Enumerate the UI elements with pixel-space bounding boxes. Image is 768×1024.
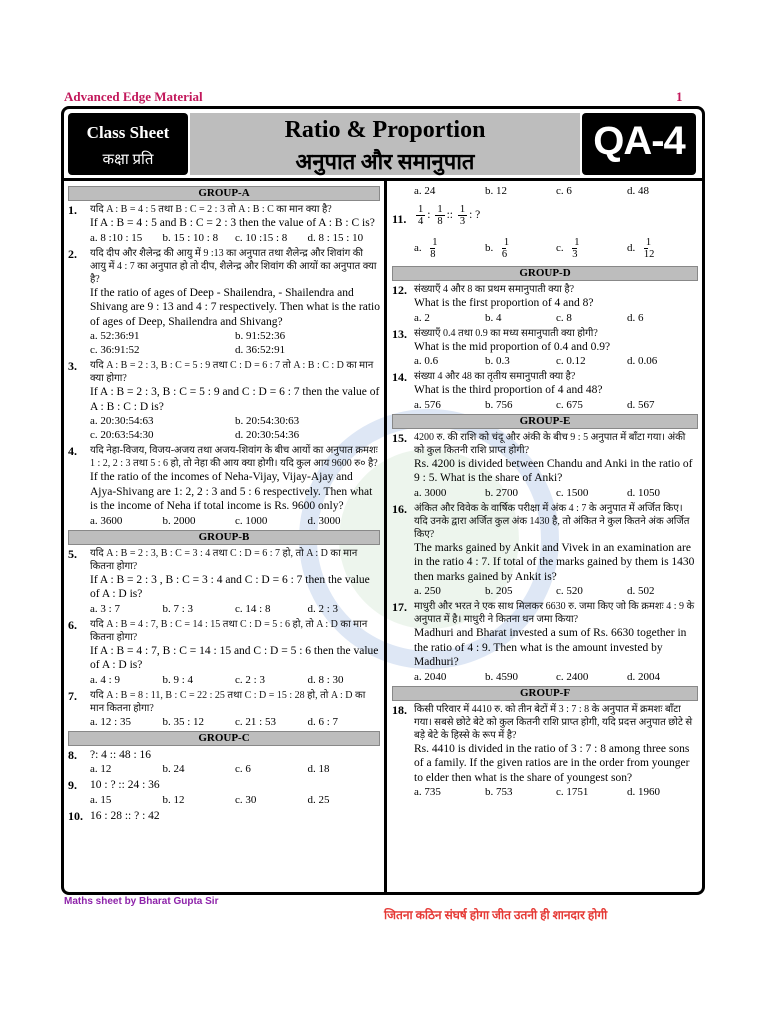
right-column [392, 185, 698, 801]
question-number: 13. [392, 326, 407, 341]
question-text: If A : B = 4 : 5 and B : C = 2 : 3 then the value of A : B : C is? [90, 217, 375, 229]
option-d[interactable]: d. 6 [627, 311, 644, 324]
option-c[interactable]: c. 20:63:54:30 [90, 429, 154, 441]
question-number: 8. [68, 747, 77, 762]
options [414, 670, 698, 684]
question-14 [392, 370, 698, 412]
option-c[interactable]: c. 36:91:52 [90, 344, 140, 356]
option-c[interactable]: c. 675 [556, 398, 583, 411]
option-c[interactable]: c. 6 [235, 763, 251, 775]
option-b[interactable]: b. 205 [485, 585, 513, 597]
option-a[interactable]: a. 24 [414, 185, 436, 197]
question-text: If the ratio of the incomes of Neha-Vijay, Vijay-Ajay and Ajya-Shivang are 1: 2, 2 : 3 and 5 : 6 respectively. Then what is the income of Neha if total income is Rs. 9600 only? [90, 471, 373, 512]
question-number: 12. [392, 283, 407, 297]
option-b[interactable]: b. 24 [162, 763, 185, 775]
options [90, 762, 380, 776]
option-a[interactable]: a. 2040 [414, 670, 447, 683]
question-number: 9. [68, 778, 77, 792]
question-text: Rs. 4410 is divided in the ratio of 3 : 7 : 8 among three sons of a family. If the given ratios are in the order from younger to elder then what is the share of youngest son? [414, 742, 690, 784]
question-5 [68, 547, 380, 616]
question-7 [68, 689, 380, 729]
page-number: 1 [676, 89, 683, 104]
option-c[interactable]: c. 2400 [556, 670, 589, 683]
question-18 [392, 703, 698, 800]
option-a[interactable]: a. 52:36:91 [90, 330, 140, 342]
question-9 [68, 778, 380, 807]
option-d[interactable]: d. 2 : 3 [307, 602, 339, 615]
option-d[interactable]: d. 8 : 15 : 10 [307, 231, 364, 244]
option-d[interactable]: d. $\frac{1}{12}$ [627, 237, 655, 260]
option-b[interactable]: b. 20:54:30:63 [235, 415, 300, 427]
group-f-header: GROUP-F [392, 686, 698, 701]
question-number: 3. [68, 359, 77, 373]
options [414, 398, 698, 412]
options [414, 584, 698, 598]
group-a-header: GROUP-A [68, 186, 380, 201]
question-text-hindi: 4200 रु. की राशि को चंदू और अंकी के बीच 9 : 5 अनुपात में बाँटा गया। अंकी को कुल कितनी राशि प्राप्त होगी? [414, 431, 686, 456]
question-text: If A : B = 2 : 3, B : C = 5 : 9 and C : D = 6 : 7 then the value of A : B : C : D is? [90, 386, 380, 413]
page-title-hindi: अनुपात और समानुपात [295, 149, 475, 174]
question-8 [68, 748, 380, 777]
option-b[interactable]: b. 4590 [485, 670, 518, 683]
group-c-header: GROUP-C [68, 731, 380, 746]
left-column [68, 185, 380, 825]
option-a[interactable]: a. 576 [414, 398, 441, 411]
option-b[interactable]: b. 2000 [162, 514, 196, 527]
option-d[interactable]: d. 48 [627, 185, 649, 197]
option-c[interactable]: c. 2 : 3 [235, 673, 265, 686]
class-sheet-label: Class Sheet [86, 123, 170, 142]
question-number: 1. [68, 203, 77, 217]
options [90, 793, 380, 807]
title-box [190, 113, 580, 175]
question-17 [392, 600, 698, 684]
question-text-hindi: संख्याएँ 0.4 तथा 0.9 का मध्य समानुपाती क्या होगी? [414, 327, 598, 339]
option-a[interactable]: a. 12 [90, 763, 112, 775]
option-b[interactable]: b. 0.3 [485, 355, 510, 367]
question-number: 16. [392, 501, 407, 516]
option-b[interactable]: b. 753 [485, 786, 513, 798]
option-c[interactable]: c. 30 [235, 793, 257, 806]
class-sheet-box [68, 113, 188, 175]
question-text-hindi: यदि A : B = 2 : 3, B : C = 3 : 4 तथा C : D = 6 : 7 हो, तो A : D का मान कितना होगा? [90, 547, 358, 572]
question-text: If A : B = 2 : 3 , B : C = 3 : 4 and C : D = 6 : 7 then the value of A : D is? [90, 573, 370, 600]
options [414, 785, 698, 799]
options [90, 231, 380, 245]
option-c[interactable]: c. 520 [556, 585, 583, 597]
question-number: 7. [68, 688, 77, 703]
option-a[interactable]: a. 20:30:54:63 [90, 415, 154, 427]
question-1 [68, 203, 380, 245]
option-a[interactable]: a. 3 : 7 [90, 602, 120, 615]
option-d[interactable]: d. 502 [627, 585, 655, 597]
option-d[interactable]: d. 567 [627, 398, 655, 411]
sheet-frame [61, 106, 705, 895]
question-number: 11. [392, 212, 407, 226]
question-number: 15. [392, 430, 407, 445]
question-3 [68, 359, 380, 442]
question-2 [68, 247, 380, 358]
option-d[interactable]: d. 20:30:54:36 [235, 429, 300, 441]
sheet-code: QA-4 [593, 119, 685, 163]
question-text: What is the first proportion of 4 and 8? [414, 297, 594, 309]
column-divider [384, 181, 387, 895]
option-a[interactable]: a. 8 :10 : 15 [90, 231, 143, 244]
question-number: 17. [392, 600, 407, 614]
option-d[interactable]: d. 1960 [627, 786, 660, 798]
question-4 [68, 444, 380, 528]
question-text: If A : B = 4 : 7, B : C = 14 : 15 and C : D = 5 : 6 then the value of A : D is? [90, 644, 379, 671]
question-number: 18. [392, 702, 407, 717]
question-6 [68, 618, 380, 687]
option-a[interactable]: a. 3600 [90, 514, 123, 527]
option-b[interactable]: b. 7 : 3 [162, 602, 194, 615]
fraction: $\frac{1}{3}$ [459, 204, 466, 227]
option-c[interactable]: c. $\frac{1}{3}$ [556, 237, 580, 260]
option-d[interactable]: d. 36:52:91 [235, 344, 286, 356]
option-d[interactable]: d. 1050 [627, 486, 660, 499]
fraction: $\frac{1}{4}$ [418, 204, 424, 227]
option-a[interactable]: a. 0.6 [414, 355, 439, 367]
options [414, 311, 698, 325]
question-text-hindi: यदि A : B = 8 : 11, B : C = 22 : 25 तथा C : D = 15 : 28 हो, तो A : D का मान कितना होगा? [90, 689, 366, 714]
question-text-hindi: यदि A : B = 4 : 7, B : C = 14 : 15 तथा C : D = 5 : 6 हो, तो A : D का मान कितना होगा? [90, 618, 368, 643]
options [90, 414, 380, 442]
fraction: $\frac{1}{8}$ [437, 204, 443, 227]
option-d[interactable]: d. 18 [307, 763, 330, 775]
sheet-code-box [582, 113, 696, 175]
question-text: What is the mid proportion of 0.4 and 0.9? [414, 340, 611, 353]
brand-title: Advanced Edge Material [64, 89, 203, 104]
question-text-hindi: यदि दीप और शैलेन्द्र की आयु में 9 :13 का अनुपात तथा शैलेन्द्र और शिवांग की आयु में 4 : 7 का अनुपात हो तो दीप, शैलेन्द्र और शिवांग की आयों का अनुपात क्या है? [90, 247, 377, 285]
option-a[interactable]: a. 4 : 9 [90, 673, 120, 686]
question-number: 2. [68, 246, 77, 261]
question-number: 5. [68, 546, 77, 561]
question-13 [392, 327, 698, 369]
sheet-header [64, 109, 702, 181]
option-a[interactable]: a. 2 [414, 311, 430, 324]
option-b[interactable]: b. 12 [485, 185, 507, 197]
footer-motto: जितना कठिन संघर्ष होगा जीत उतनी ही शानदार होगी [384, 908, 608, 922]
options [90, 673, 380, 687]
option-a[interactable]: a. 12 : 35 [90, 715, 131, 728]
option-d[interactable]: d. 2004 [627, 670, 660, 683]
question-text: ?: 4 :: 48 : 16 [90, 748, 152, 761]
option-d[interactable]: d. 25 [307, 793, 330, 806]
option-d[interactable]: d. 6 : 7 [307, 715, 339, 728]
question-11 [392, 204, 698, 260]
question-text-hindi: माधुरी और भरत ने एक साथ मिलकर 6630 रु. जमा किए जो कि क्रमशः 4 : 9 के अनुपात में है। माधुरी ने कितना धन जमा किया? [414, 601, 695, 625]
options [90, 329, 380, 357]
option-b[interactable]: b. 91:52:36 [235, 330, 286, 342]
option-c[interactable]: c. 0.12 [556, 355, 586, 367]
question-15 [392, 431, 698, 500]
question-12 [392, 283, 698, 325]
option-b[interactable]: b. 4 [485, 311, 502, 324]
question-text-hindi: यदि A : B = 4 : 5 तथा B : C = 2 : 3 तो A : B : C का मान क्या है? [90, 204, 332, 215]
option-d[interactable]: d. 8 : 30 [307, 673, 344, 686]
footer-author: Maths sheet by Bharat Gupta Sir [64, 896, 219, 907]
option-b[interactable]: b. 35 : 12 [162, 715, 205, 728]
option-c[interactable]: c. 1000 [235, 514, 268, 527]
option-b[interactable]: b. 9 : 4 [162, 673, 194, 686]
option-d[interactable]: d. 0.06 [627, 355, 658, 367]
group-e-header: GROUP-E [392, 414, 698, 429]
options [90, 602, 380, 616]
question-text: Madhuri and Bharat invested a sum of Rs. 6630 together in the ratio of 4 : 9. Then what is the amount invested by Madhuri? [414, 627, 687, 668]
option-d[interactable]: d. 3000 [307, 514, 341, 527]
question-text-hindi: यदि नेहा-विजय, विजय-अजय तथा अजय-शिवांग के बीच आयों का अनुपात क्रमशः 1 : 2, 2 : 3 तथा 5 : 6 हो, तो नेहा की आय क्या होगी। यदि कुल आय 9600 रु० है? [90, 445, 378, 469]
question-text: What is the third proportion of 4 and 48? [414, 384, 603, 396]
option-c[interactable]: c. 8 [556, 311, 572, 324]
option-b[interactable]: b. 12 [162, 793, 185, 806]
option-c[interactable]: c. 10 :15 : 8 [235, 231, 288, 244]
options [414, 486, 698, 500]
question-10-options [392, 184, 698, 198]
question-text: $\frac{1}{4}$ : $\frac{1}{8}$ :: $\frac{1}{3}$ : ? [418, 204, 481, 227]
question-text: The marks gained by Ankit and Vivek in an examination are in the ratio 4 : 7. If total of the marks gained by them is 1430 then marks gained by Ankit is? [414, 541, 695, 583]
question-number: 6. [68, 617, 77, 632]
question-10 [68, 809, 380, 824]
option-c[interactable]: c. 21 : 53 [235, 715, 276, 728]
question-text-hindi: अंकित और विवेक के वार्षिक परीक्षा में अंक 4 : 7 के अनुपात में अर्जित किए। यदि उनके द्वारा अर्जित कुल अंक 1430 है, तो अंकित ने कुल कितने अंक अर्जित किए? [414, 502, 690, 540]
option-b[interactable]: b. 756 [485, 398, 513, 411]
options [414, 237, 698, 260]
option-c[interactable]: c. 1500 [556, 486, 589, 499]
question-text-hindi: संख्याएँ 4 और 8 का प्रथम समानुपाती क्या है? [414, 284, 575, 295]
question-text-hindi: यदि A : B = 2 : 3, B : C = 5 : 9 तथा C : D = 6 : 7 तो A : B : C : D का मान क्या होगा? [90, 360, 374, 384]
option-b[interactable]: b. 2700 [485, 486, 518, 499]
group-b-header: GROUP-B [68, 530, 380, 545]
option-c[interactable]: c. 14 : 8 [235, 602, 271, 615]
page-title: Ratio & Proportion [284, 117, 486, 143]
option-b[interactable]: b. $\frac{1}{6}$ [485, 237, 510, 260]
options [414, 354, 698, 368]
option-c[interactable]: c. 6 [556, 185, 572, 197]
class-sheet-label-hindi: कक्षा प्रति [102, 152, 154, 168]
question-number: 4. [68, 444, 77, 458]
question-text: 16 : 28 :: ? : 42 [90, 809, 160, 822]
question-text: Rs. 4200 is divided between Chandu and Anki in the ratio of 9 : 5. What is the share of Anki? [414, 457, 693, 484]
question-number: 14. [392, 370, 407, 384]
group-d-header: GROUP-D [392, 266, 698, 281]
options [90, 514, 380, 528]
option-a[interactable]: a. $\frac{1}{8}$ [414, 237, 438, 260]
question-number: 10. [68, 808, 83, 823]
option-a[interactable]: a. 250 [414, 585, 441, 597]
option-a[interactable]: a. 3000 [414, 486, 447, 499]
question-16 [392, 502, 698, 599]
question-text-hindi: किसी परिवार में 4410 रु. को तीन बेटों में 3 : 7 : 8 के अनुपात में क्रमशः बाँटा गया। सबसे छोटे बेटे को कुल कितनी राशि प्राप्त होगी, यदि प्रदत्त अनुपात छोटे से बड़े बेटे के हिस्से के रूप में है? [414, 703, 693, 741]
options [90, 715, 380, 729]
question-text-hindi: संख्या 4 और 48 का तृतीय समानुपाती क्या है? [414, 371, 576, 382]
option-a[interactable]: a. 735 [414, 786, 441, 798]
option-a[interactable]: a. 15 [90, 793, 112, 806]
option-c[interactable]: c. 1751 [556, 786, 589, 798]
question-text: If the ratio of ages of Deep - Shailendra, - Shailendra and Shivang are 9 : 13 and 4 : 7 respectively. Then what is the ratio of ages of Deep, Shailendra and Shivang? [90, 286, 380, 328]
question-text: 10 : ? :: 24 : 36 [90, 779, 160, 791]
option-b[interactable]: b. 15 : 10 : 8 [162, 231, 219, 244]
